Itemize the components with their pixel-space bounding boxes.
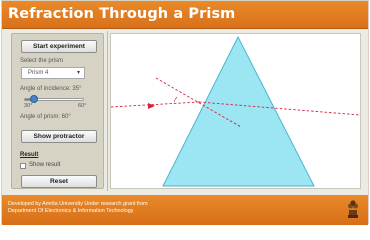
show-result-checkbox[interactable] [20, 163, 26, 169]
slider-thumb[interactable] [30, 95, 38, 103]
incident-ray [111, 102, 199, 107]
show-result-label: Show result [29, 162, 61, 168]
footer-credits [8, 201, 148, 215]
ray-arrow-icon [148, 103, 155, 109]
prism-select-value: Prism 4 [28, 70, 49, 76]
prism-shape [163, 37, 314, 186]
simulation-window [1, 0, 369, 224]
prism-diagram [111, 34, 360, 188]
select-prism-label: Select the prism [20, 58, 64, 64]
incidence-angle-arc [174, 97, 177, 102]
slider-max-label: 60° [78, 103, 87, 109]
control-panel [11, 33, 104, 189]
show-protractor-button[interactable]: Show protractor [21, 130, 97, 143]
result-heading: Result [20, 152, 39, 158]
prism-select[interactable] [21, 67, 85, 79]
panel-divider [107, 31, 108, 191]
reset-button[interactable]: Reset [21, 175, 97, 188]
footer-bar [2, 195, 368, 225]
slider-min-label: 30° [24, 103, 33, 109]
angle-prism-label: Angle of prism: 60° [20, 114, 71, 120]
app-title: Refraction Through a Prism [8, 6, 236, 22]
angle-incidence-label: Angle of incidence: 35° [20, 86, 82, 92]
chevron-down-icon: ▾ [76, 70, 80, 76]
title-bar [2, 1, 368, 29]
footer-line-2: Department Of Electronics & Information Technology [8, 208, 134, 214]
national-emblem-icon [347, 198, 359, 220]
experiment-canvas[interactable] [110, 33, 361, 189]
footer-line-1: Developed by Amrita University Under research grant from [8, 201, 148, 207]
start-experiment-button[interactable]: Start experiment [21, 40, 97, 53]
